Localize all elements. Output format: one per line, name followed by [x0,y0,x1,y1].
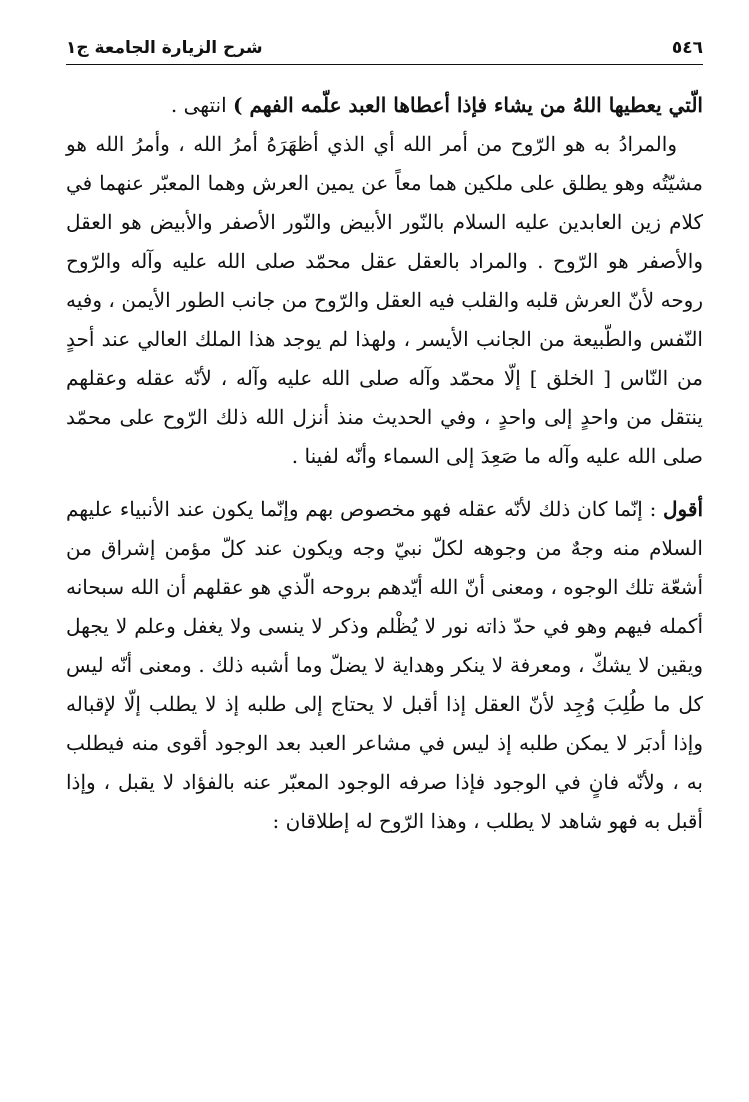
quote-ending-tail: انتهى . [170,93,234,117]
paragraph-meaning-text: والمرادُ به هو الرّوح من أمر الله أي الذي أظهَرَهُ أمرُ الله ، وأمرُ الله هو مشيّتُه وهو يطلق على ملكين هما معاً عن يمين العرش وهما المعبّر عنهما في كلام زين العابدين عليه السلام بالنّور الأبيض والنّور الأصفر والأبيض هو العقل والأصفر هو الرّوح . والمراد بالعقل عقل محمّد صلى الله عليه وآله والرّوح روحه لأنّ العرش قلبه والقلب فيه العقل والرّوح من جانب الطور الأيمن ، وفيه النّفس والطّبيعة من الجانب الأيسر ، ولهذا لم يوجد هذا الملك العالي عند أحدٍ من النّاس [ الخلق ] إلّا محمّد وآله صلى الله عليه وآله ، لأنّه عقله وعقلهم ينتقل من واحدٍ إلى واحدٍ ، وفي الحديث منذ أنزل الله ذلك الرّوح على محمّد صلى الله عليه وآله ما صَعِدَ إلى السماء وأنّه لفينا . [66,132,703,468]
quote-ending-bold: الّتي يعطيها اللهُ من يشاء فإذا أعطاها العبد علّمه الفهم ) [233,93,703,117]
aqulu-label: أقول [663,497,703,521]
page-header [66,30,703,58]
page-body [66,86,703,841]
paragraph-aqulu-text: : إنّما كان ذلك لأنّه عقله فهو مخصوص بهم وإنّما يكون عند الأنبياء عليهم السلام منه وجهٌ من وجوهه لكلّ نبيّ وجه ويكون عند كلّ مؤمن إشراق من أشعّة تلك الوجوه ، ومعنى أنّ الله أيّدهم بروحه الّذي هو عقلهم أن الله سبحانه أكمله فيهم وهو في حدّ ذاته نور لا يُظْلم وذكر لا ينسى ولا يغفل وعلم لا يجهل ويقين لا يشكّ ، ومعرفة لا ينكر وهداية لا يضلّ وما أشبه ذلك . ومعنى أنّه ليس كل ما طُلِبَ وُجِد لأنّ العقل إذا أقبل لا يحتاج إلى طلبه إذ لا يطلب إلّا لإقباله وإذا أدبَر لا يمكن طلبه إذ ليس في مشاعر العبد بعد الوجود أقوى منه فيطلب به ، ولأنّه فانٍ في الوجود فإذا صرفه الوجود المعبّر عنه بالفؤاد لا يقبل ، وإذا أقبل به فهو شاهد لا يطلب ، وهذا الرّوح له إطلاقان : [66,497,703,833]
page-number: ٥٤٦ [671,38,703,58]
header-rule [66,64,703,65]
quote-ending-paragraph [66,86,703,125]
paragraph-meaning [66,125,703,476]
running-title: شرح الزيارة الجامعة ج١ [66,38,263,58]
paragraph-aqulu [66,490,703,841]
